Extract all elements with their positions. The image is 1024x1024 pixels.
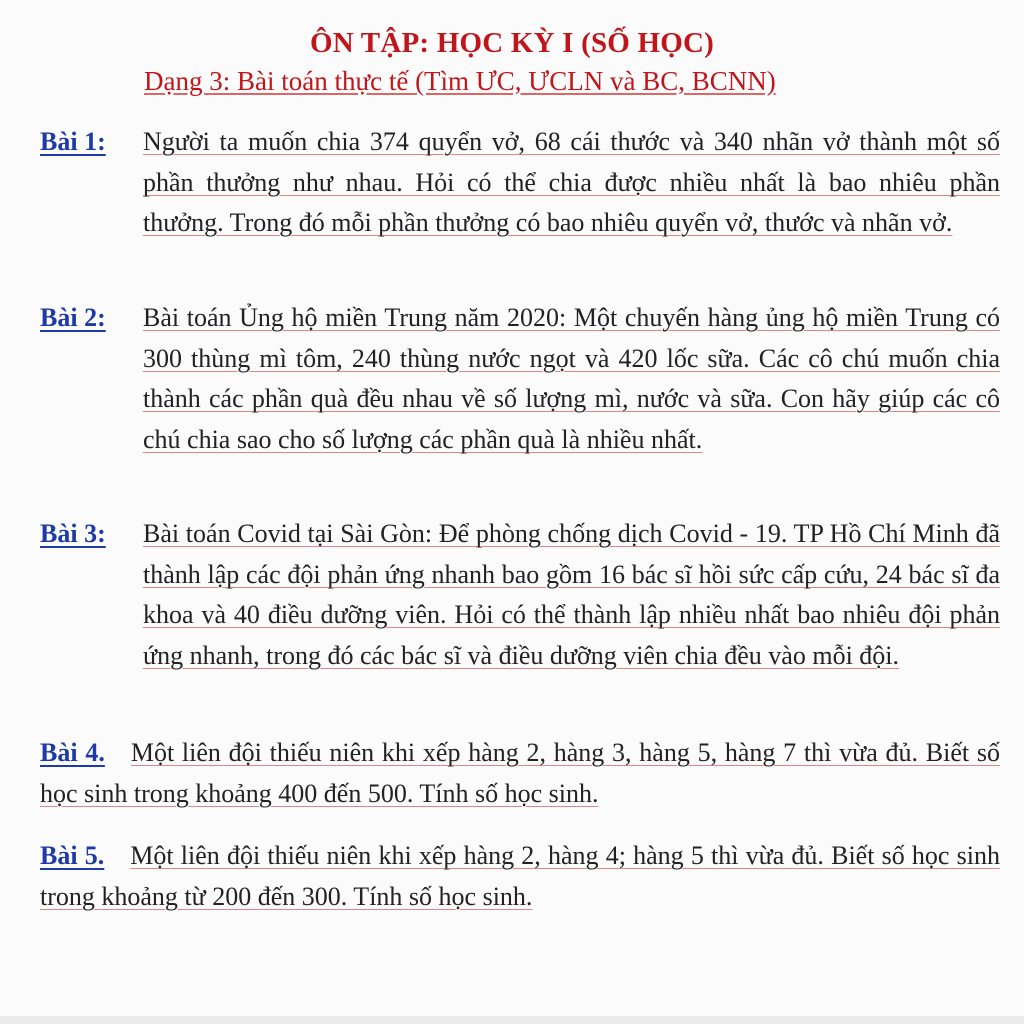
problem-1-label: Bài 1:	[40, 127, 106, 156]
worksheet-subtitle: Dạng 3: Bài toán thực tế (Tìm ƯC, ƯCLN và BC, BCNN)	[144, 66, 776, 96]
problem-5-label: Bài 5.	[40, 841, 105, 870]
problem-1-text: Người ta muốn chia 374 quyển vở, 68 cái thước và 340 nhãn vở thành một số phần thưởng như nhau. Hỏi có thể chia được nhiều nhất là bao nhiêu phần thưởng. Trong đó mỗi phần thưởng có bao nhiêu quyển vở, thước và nhãn vở.	[143, 127, 1000, 237]
problem-3-label: Bài 3:	[40, 519, 106, 548]
problem-4-label: Bài 4.	[40, 738, 105, 767]
problem-2-label: Bài 2:	[40, 303, 106, 332]
problem-2	[40, 298, 1000, 460]
problem-3	[40, 514, 1000, 676]
problem-5-text: Một liên đội thiếu niên khi xếp hàng 2, hàng 4; hàng 5 thì vừa đủ. Biết số học sinh trong khoảng từ 200 đến 300. Tính số học sinh.	[40, 841, 1000, 911]
problem-4	[40, 733, 1000, 814]
problem-4-text: Một liên đội thiếu niên khi xếp hàng 2, hàng 3, hàng 5, hàng 7 thì vừa đủ. Biết số học sinh trong khoảng 400 đến 500. Tính số học sinh.	[40, 738, 1000, 808]
worksheet-title: ÔN TẬP: HỌC KỲ I (SỐ HỌC)	[309, 27, 715, 60]
problem-3-text: Bài toán Covid tại Sài Gòn: Để phòng chống dịch Covid - 19. TP Hồ Chí Minh đã thành lập các đội phản ứng nhanh bao gồm 16 bác sĩ hồi sức cấp cứu, 24 bác sĩ đa khoa và 40 điều dưỡng viên. Hỏi có thể thành lập nhiều nhất bao nhiêu đội phản ứng nhanh, trong đó các bác sĩ và điều dưỡng viên chia đều vào mỗi đội.	[143, 519, 1000, 670]
problem-5	[40, 836, 1000, 917]
problem-1	[40, 122, 1000, 244]
page-bottom-border	[0, 1016, 1024, 1024]
problem-2-text: Bài toán Ủng hộ miền Trung năm 2020: Một chuyến hàng ủng hộ miền Trung có 300 thùng mì tôm, 240 thùng nước ngọt và 420 lốc sữa. Các cô chú muốn chia thành các phần quà đều nhau về số lượng mì, nước và sữa. Con hãy giúp các cô chú chia sao cho số lượng các phần quà là nhiều nhất.	[143, 303, 1000, 454]
